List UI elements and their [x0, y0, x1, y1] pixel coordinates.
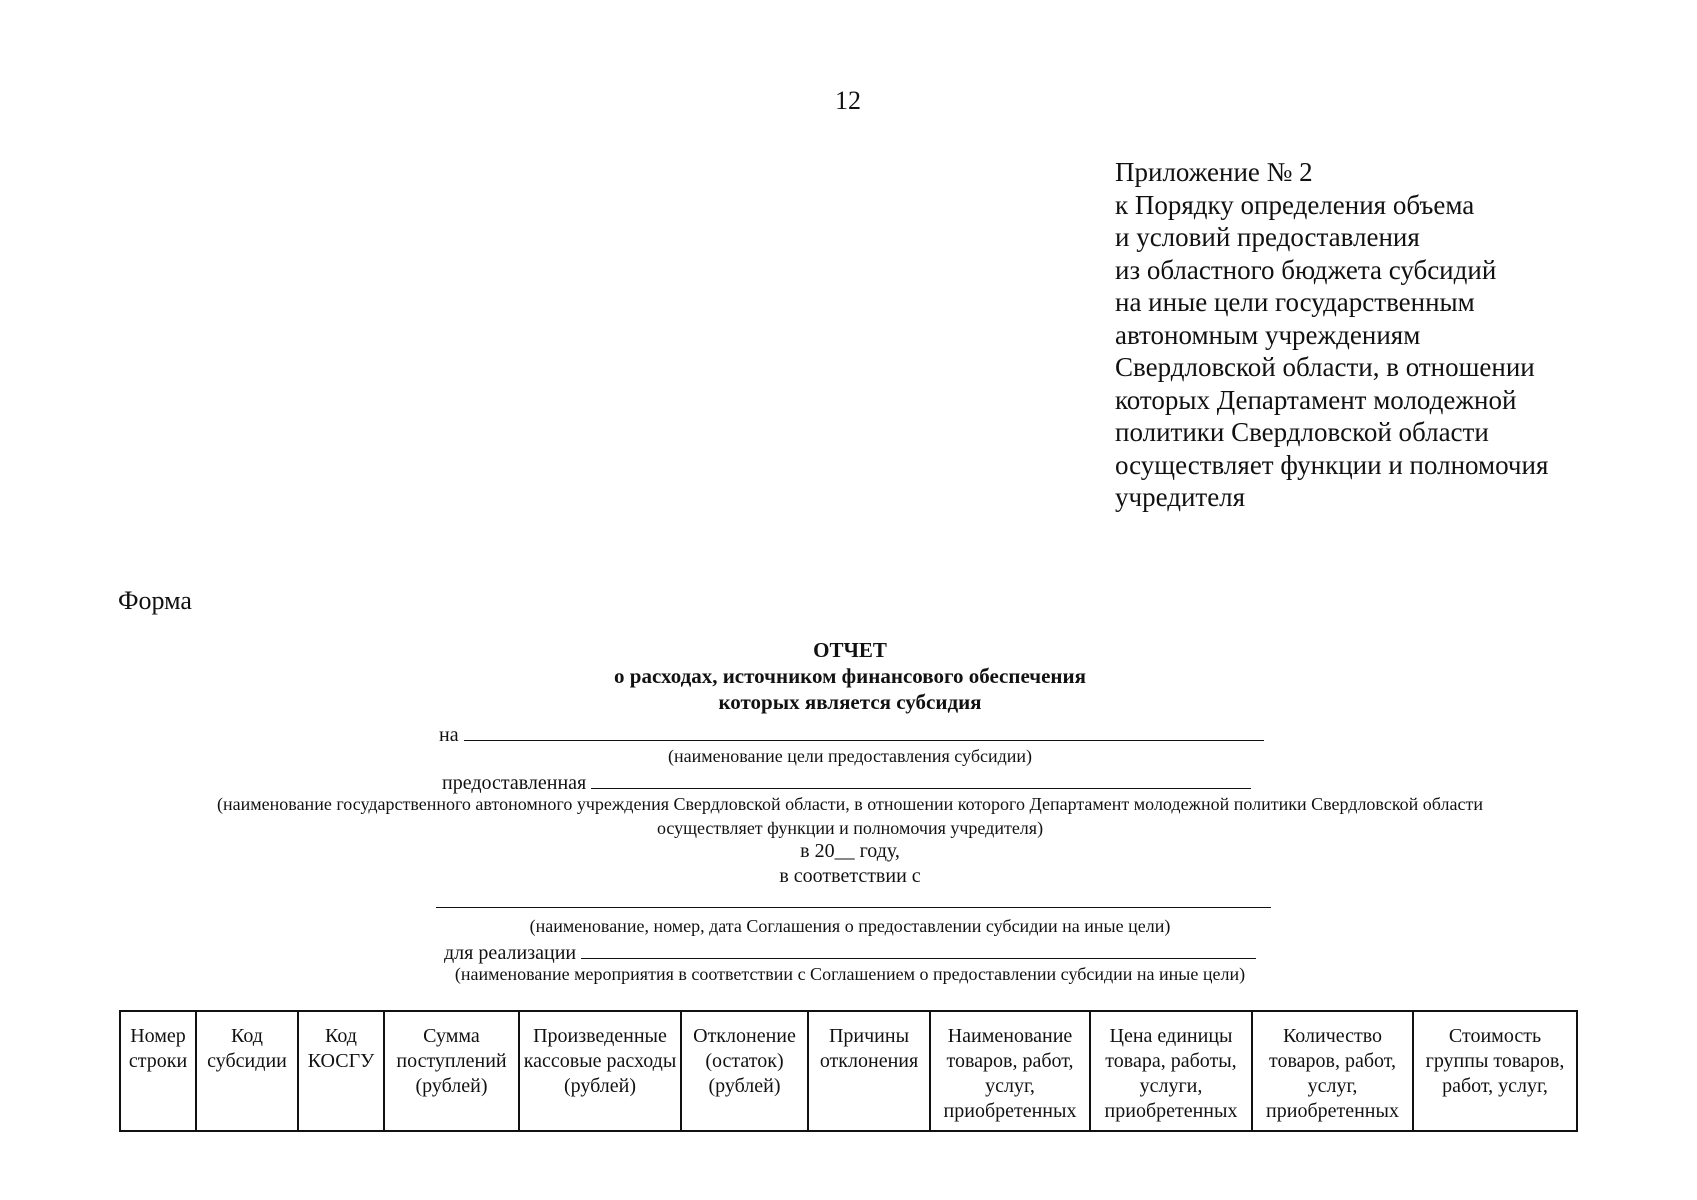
purpose-blank-line — [464, 722, 1264, 741]
implementation-label: для реализации — [444, 942, 577, 964]
report-subtitle-line2: которых является субсидия — [718, 690, 982, 714]
column-header: Цена единицы товара, работы, услуги, приобретенных — [1090, 1011, 1252, 1131]
purpose-caption: (наименование цели предоставления субсидии) — [667, 746, 1033, 766]
implementation-caption: (наименование мероприятия в соответствии с Соглашением о предоставлении субсидии на иные цели) — [454, 964, 1246, 984]
agreement-blank-line — [436, 907, 1271, 908]
purpose-label: на — [439, 724, 459, 746]
form-label: Форма — [118, 586, 192, 615]
appendix-line: и условий предоставления — [1115, 222, 1420, 252]
appendix-line: на иные цели государственным — [1115, 287, 1475, 317]
implementation-row — [444, 940, 1256, 965]
column-header: Произведенные кассовые расходы (рублей) — [519, 1011, 681, 1131]
table-header-row — [120, 1011, 1577, 1131]
report-subtitle-line1: о расходах, источником финансового обеспечения — [614, 664, 1086, 688]
appendix-block — [1115, 156, 1635, 514]
column-header: Отклонение (остаток) (рублей) — [681, 1011, 808, 1131]
agreement-caption: (наименование, номер, дата Соглашения о предоставлении субсидии на иные цели) — [529, 916, 1171, 936]
column-header: Код КОСГУ — [298, 1011, 384, 1131]
appendix-line: учредителя — [1115, 482, 1246, 512]
recipient-label: предоставленная — [442, 772, 587, 794]
recipient-row — [442, 770, 1251, 795]
year-line: в 20__ году, — [800, 840, 900, 862]
column-header: Причины отклонения — [808, 1011, 930, 1131]
recipient-blank-line — [591, 770, 1251, 789]
appendix-line: автономным учреждениям — [1115, 319, 1421, 350]
column-header: Стоимость группы товаров, работ, услуг, — [1413, 1011, 1577, 1131]
appendix-line: к Порядку определения объема — [1115, 189, 1475, 220]
appendix-line: Приложение № 2 — [1115, 157, 1313, 187]
accordance-line: в соответствии с — [779, 865, 921, 887]
column-header: Код субсидии — [196, 1011, 298, 1131]
column-header: Номер строки — [120, 1011, 196, 1131]
report-title-block — [500, 637, 1200, 715]
recipient-caption-line2: осуществляет функции и полномочия учредителя) — [656, 818, 1044, 838]
appendix-line: осуществляет функции и полномочия — [1115, 449, 1549, 480]
implementation-blank-line — [581, 940, 1256, 959]
report-table — [119, 1010, 1578, 1132]
appendix-line: политики Свердловской области — [1115, 417, 1489, 447]
appendix-line: Свердловской области, в отношении — [1115, 352, 1535, 382]
appendix-line: из областного бюджета субсидий — [1115, 254, 1497, 285]
column-header: Количество товаров, работ, услуг, приобретенных — [1252, 1011, 1413, 1131]
appendix-line: которых Департамент молодежной — [1115, 384, 1517, 415]
purpose-row — [439, 722, 1264, 747]
column-header: Сумма поступлений (рублей) — [384, 1011, 519, 1131]
page-number: 12 — [835, 86, 861, 115]
report-title: ОТЧЕТ — [813, 638, 887, 662]
recipient-caption-line1: (наименование государственного автономного учреждения Свердловской области, в отношении которого Департамент молодежной политики Свердловской области — [217, 794, 1483, 814]
column-header: Наименование товаров, работ, услуг, приобретенных — [930, 1011, 1090, 1131]
